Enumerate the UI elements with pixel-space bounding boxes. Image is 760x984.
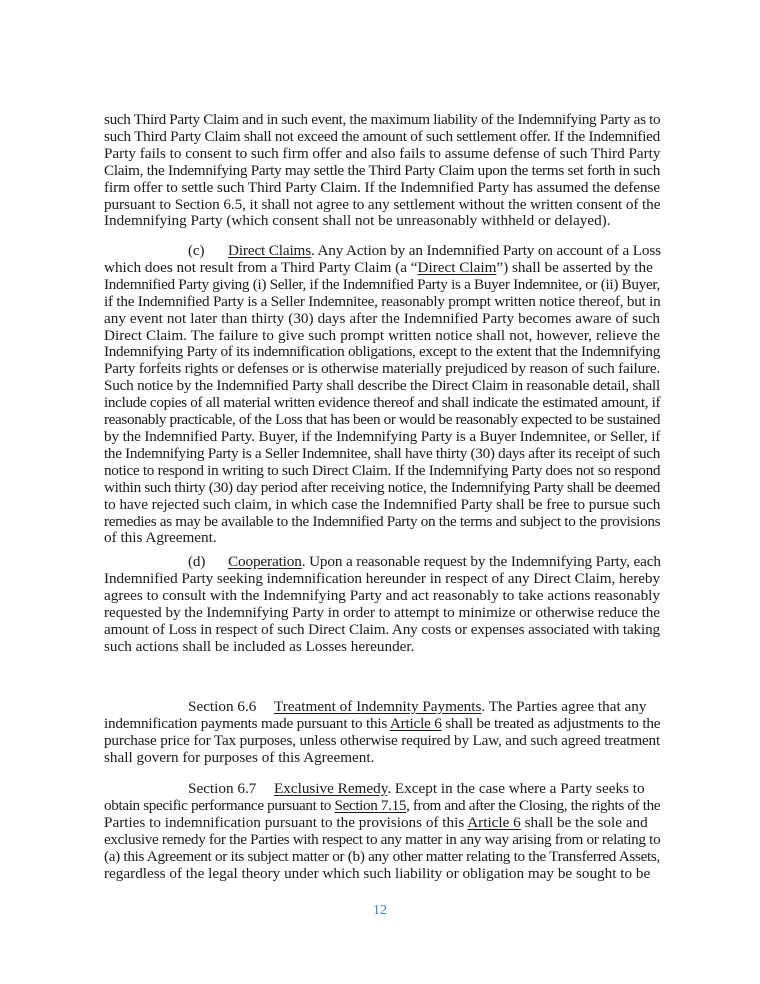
paragraph-line: if the Indemnified Party is a Seller Indemnitee, reasonably prompt written notice thereof, but in bbox=[104, 292, 661, 310]
article-reference: Article 6 bbox=[389, 714, 442, 732]
line-text: . Except in the case where a Party seeks to bbox=[387, 780, 645, 797]
line-text: shall be the sole and bbox=[520, 813, 648, 831]
paragraph-line: such Third Party Claim and in such event, the maximum liability of the Indemnifying Party as to bbox=[104, 111, 661, 128]
paragraph-line bbox=[104, 781, 660, 798]
paragraph-line: include copies of all material written evidence thereof and shall indicate the estimated amount, if bbox=[104, 394, 661, 412]
paragraph-line: reasonably practicable, of the Loss that has been or would be reasonably expected to be sustained bbox=[104, 411, 661, 429]
paragraph-line: Party fails to consent to such firm offer and also fails to assume defense of such Third Party bbox=[104, 144, 661, 162]
paragraph-line: the Indemnifying Party is a Seller Indemnitee, shall have thirty (30) days after its receipt of such bbox=[104, 444, 660, 462]
paragraph-line bbox=[104, 798, 660, 815]
paragraph-line: shall govern for purposes of this Agreement. bbox=[104, 748, 375, 766]
paragraph-line bbox=[104, 260, 660, 277]
line-text: . The Parties agree that any bbox=[481, 698, 647, 715]
paragraph-line bbox=[104, 243, 660, 260]
line-text: Parties to indemnification pursuant to the provisions of this bbox=[104, 813, 468, 831]
cooperation-paragraph bbox=[104, 554, 660, 655]
paragraph-line: notice to respond in writing to such Direct Claim. If the Indemnifying Party does not so respond bbox=[104, 461, 661, 479]
paragraph-line bbox=[104, 699, 660, 716]
section-heading: Exclusive Remedy bbox=[274, 780, 388, 797]
paragraph-line: requested by the Indemnifying Party in order to attempt to minimize or otherwise reduce the bbox=[104, 603, 660, 621]
clause-label: (c) bbox=[188, 242, 205, 259]
paragraph-line: Claim, the Indemnifying Party may settle the Third Party Claim upon the terms set forth in such bbox=[104, 161, 661, 179]
clause-heading: Cooperation bbox=[228, 553, 302, 570]
section-label: Section 6.7 bbox=[188, 780, 257, 797]
paragraph-line: Indemnifying Party of its indemnification obligations, except to the extent that the Indemnifying bbox=[104, 343, 660, 361]
paragraph-line: by the Indemnified Party. Buyer, if the Indemnifying Party is a Buyer Indemnitee, or Seller, if bbox=[104, 427, 661, 445]
paragraph-line: regardless of the legal theory under which such liability or obligation may be sought to be bbox=[104, 864, 651, 882]
paragraph-line: Party forfeits rights or defenses or is otherwise materially prejudiced by reason of such failure. bbox=[104, 360, 660, 378]
paragraph-line: pursuant to Section 6.5, it shall not agree to any settlement without the written consent of the bbox=[104, 195, 661, 213]
section-heading: Treatment of Indemnity Payments bbox=[274, 698, 482, 715]
defined-term: Direct Claim bbox=[417, 258, 497, 276]
paragraph-line: Direct Claim. The failure to give such prompt written notice shall not, however, relieve the bbox=[104, 326, 660, 344]
paragraph-line: any event not later than thirty (30) days after the Indemnified Party becomes aware of such bbox=[104, 309, 660, 327]
paragraph-line: (a) this Agreement or its subject matter or (b) any other matter relating to the Transferred Assets, bbox=[104, 847, 660, 865]
paragraph-line bbox=[104, 554, 660, 571]
article-reference: Article 6 bbox=[467, 813, 521, 831]
paragraph-line: purchase price for Tax purposes, unless otherwise required by Law, and such agreed treatment bbox=[104, 731, 660, 749]
paragraph-line: such actions shall be included as Losses hereunder. bbox=[104, 637, 415, 655]
paragraph-line: firm offer to settle such Third Party Claim. If the Indemnified Party has assumed the defense bbox=[104, 178, 660, 196]
paragraph-line bbox=[104, 716, 660, 733]
direct-claims-paragraph bbox=[104, 243, 660, 547]
settlement-paragraph bbox=[104, 112, 660, 230]
line-text: obtain specific performance pursuant to bbox=[104, 796, 335, 814]
line-text: , from and after the Closing, the rights of the bbox=[406, 796, 661, 814]
line-text: . Upon a reasonable request by the Indemnifying Party, each bbox=[301, 553, 661, 570]
line-text: ”) shall be asserted by the bbox=[496, 258, 653, 276]
paragraph-line bbox=[104, 815, 660, 832]
paragraph-line: Such notice by the Indemnified Party shall describe the Direct Claim in reasonable detail, shall bbox=[104, 377, 660, 395]
paragraph-line: Indemnified Party giving (i) Seller, if the Indemnified Party is a Buyer Indemnitee, or (ii) Buyer, bbox=[104, 275, 660, 293]
line-text: . Any Action by an Indemnified Party on account of a Loss bbox=[311, 242, 661, 259]
section-reference: Section 7.15 bbox=[334, 796, 407, 814]
page-number: 12 bbox=[373, 903, 387, 918]
paragraph-line: exclusive remedy for the Parties with respect to any matter in any way arising from or relating to bbox=[104, 830, 661, 848]
line-text: indemnification payments made pursuant to this bbox=[104, 714, 390, 732]
section-6-7-paragraph bbox=[104, 781, 660, 882]
line-text: shall be treated as adjustments to the bbox=[441, 714, 661, 732]
clause-heading: Direct Claims bbox=[228, 242, 311, 259]
paragraph-line: such Third Party Claim shall not exceed the amount of such settlement offer. If the Indemnified bbox=[104, 127, 660, 145]
clause-label: (d) bbox=[188, 553, 206, 570]
section-label: Section 6.6 bbox=[188, 698, 257, 715]
paragraph-line: to have rejected such claim, in which case the Indemnified Party shall be free to pursue such bbox=[104, 495, 661, 513]
section-6-6-paragraph bbox=[104, 699, 660, 767]
paragraph-line: within such thirty (30) day period after receiving notice, the Indemnifying Party shall be deemed bbox=[104, 478, 660, 496]
line-text: which does not result from a Third Party Claim (a “ bbox=[104, 258, 418, 276]
paragraph-line: Indemnified Party seeking indemnification hereunder in respect of any Direct Claim, hereby bbox=[104, 569, 660, 587]
paragraph-line: amount of Loss in respect of such Direct Claim. Any costs or expenses associated with taking bbox=[104, 620, 660, 638]
paragraph-line: remedies as may be available to the Indemnified Party on the terms and subject to the provisions bbox=[104, 512, 661, 530]
paragraph-line: of this Agreement. bbox=[104, 529, 217, 547]
paragraph-line: Indemnifying Party (which consent shall not be unreasonably withheld or delayed). bbox=[104, 212, 611, 230]
paragraph-line: agrees to consult with the Indemnifying Party and act reasonably to take actions reasonably bbox=[104, 586, 660, 604]
